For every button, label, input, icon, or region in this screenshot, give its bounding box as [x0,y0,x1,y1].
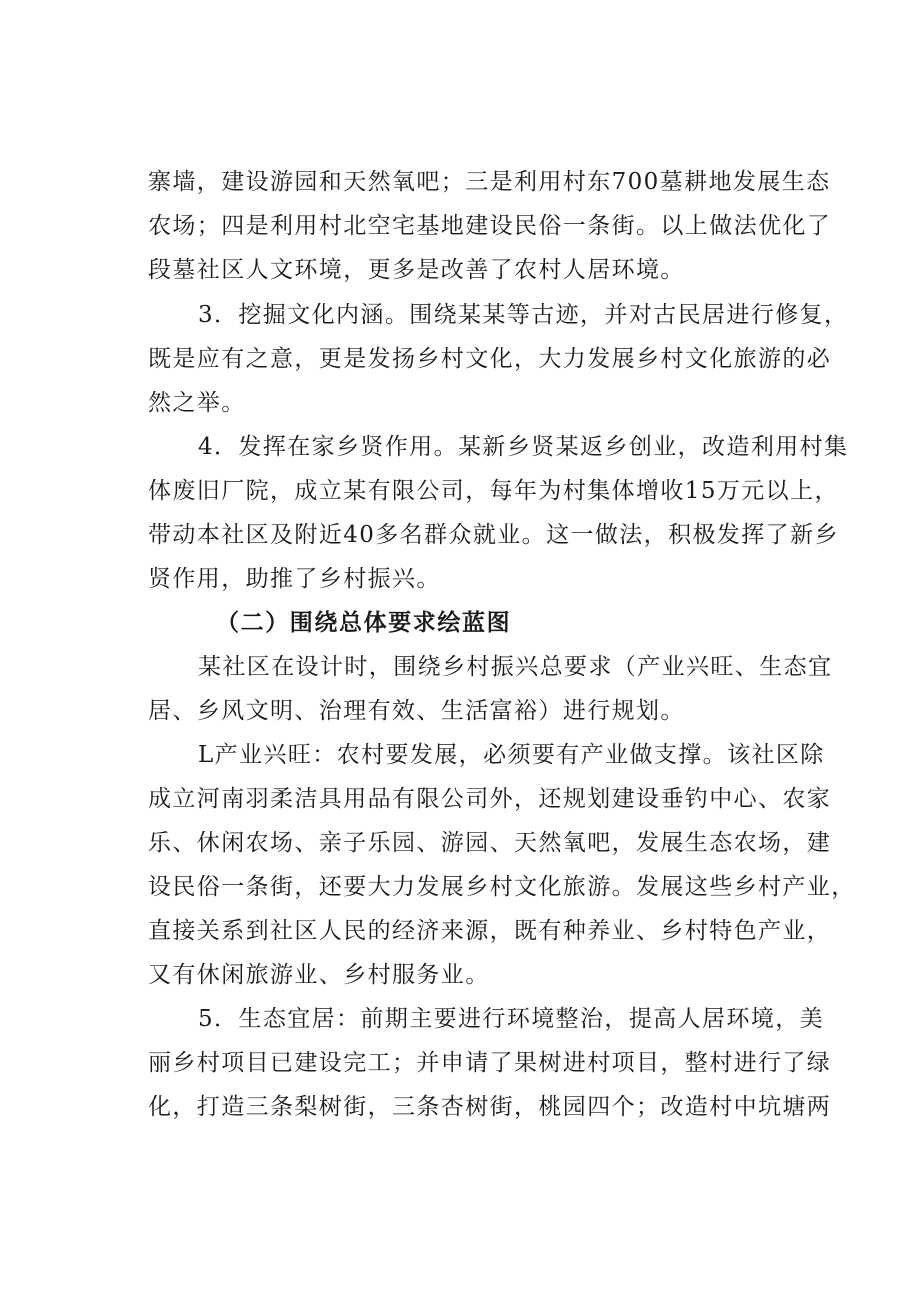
paragraph-industry-first-line: L产业兴旺：农村要发展，必须要有产业做支撑。该社区除 [198,742,825,768]
body-text-line: 成立河南羽柔洁具用品有限公司外，还规划建设垂钓中心、农家 [148,786,832,812]
body-text-line: 又有休闲旅游业、乡村服务业。 [148,962,490,988]
body-text-line: 体废旧厂院，成立某有限公司，每年为村集体增收15万元以上， [148,478,839,504]
body-text-line: 带动本社区及附近40多名群众就业。这一做法，积极发挥了新乡 [148,522,839,548]
intro-first-line: 某社区在设计时，围绕乡村振兴总要求（产业兴旺、生态宜 [198,654,833,680]
body-text-line: 设民俗一条街，还要大力发展乡村文化旅游。发展这些乡村产业， [148,874,856,900]
body-text-line: 居、乡风文明、治理有效、生活富裕）进行规划。 [148,698,685,724]
paragraph-3-first-line: 3．挖掘文化内涵。围绕某某等古迹，并对古民居进行修复， [198,302,849,328]
body-text-line: 化，打造三条梨树街，三条杏树街，桃园四个；改造村中坑塘两 [148,1094,832,1120]
body-text-line: 乐、休闲农场、亲子乐园、游园、天然氧吧，发展生态农场，建 [148,830,832,856]
paragraph-5-first-line: 5．生态宜居：前期主要进行环境整治，提高人居环境，美 [198,1006,825,1032]
body-text-line: 贤作用，助推了乡村振兴。 [148,566,441,592]
body-text-line: 农场；四是利用村北空宅基地建设民俗一条街。以上做法优化了 [148,213,832,239]
body-text-line: 既是应有之意，更是发扬乡村文化，大力发展乡村文化旅游的必 [148,346,832,372]
paragraph-4-first-line: 4．发挥在家乡贤作用。某新乡贤某返乡创业，改造利用村集 [198,434,849,460]
body-text-line: 直接关系到社区人民的经济来源，既有种养业、乡村特色产业， [148,918,832,944]
body-text-line: 段墓社区人文环境，更多是改善了农村人居环境。 [148,257,685,283]
section-heading: （二）围绕总体要求绘蓝图 [216,609,512,636]
body-text-line: 寨墙，建设游园和天然氧吧；三是利用村东700墓耕地发展生态 [148,169,831,195]
body-text-line: 然之举。 [148,390,246,416]
body-text-line: 丽乡村项目已建设完工；并申请了果树进村项目，整村进行了绿 [148,1050,832,1076]
